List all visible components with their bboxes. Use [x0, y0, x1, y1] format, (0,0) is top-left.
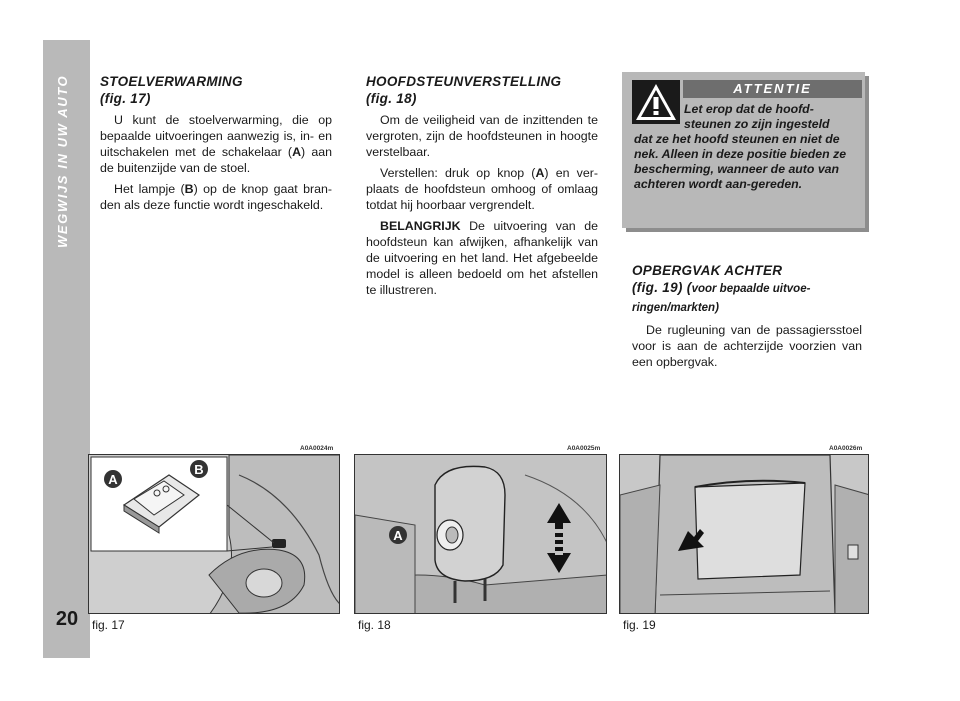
chapter-title: WEGWIJS IN UW AUTO	[55, 75, 70, 249]
figure-code: A0A0025m	[567, 445, 601, 452]
figure-caption: fig. 19	[623, 618, 656, 632]
section-title: HOOFDSTEUNVERSTELLING (fig. 18)	[366, 74, 562, 106]
figure-code: A0A0024m	[300, 445, 334, 452]
paragraph: Om de veiligheid van de inzittenden te vergroten, zijn de hoofdsteunen in hoogte verstelbaar.	[366, 113, 598, 159]
figure-seat-heating	[88, 454, 340, 614]
figure-caption: fig. 17	[92, 618, 125, 632]
figure-label: A	[108, 472, 118, 487]
warning-heading: ATTENTIE	[683, 80, 862, 98]
section-title: OPBERGVAK ACHTER (fig. 19) (voor bepaalde uitvoe-ringen/markten)	[632, 263, 811, 314]
section-storage	[632, 262, 862, 370]
paragraph: De rugleuning van de passagiersstoel voor is aan de achterzijde voorzien van een opbergvak.	[632, 323, 862, 369]
paragraph: Het lampje (B) op de knop gaat bran-den als deze functie wordt ingeschakeld.	[100, 182, 332, 212]
section-title: STOELVERWARMING (fig. 17)	[100, 74, 243, 106]
warning-text: Let erop dat de hoofd- steunen zo zijn ingesteld dat ze het hoofd steunen en niet de nek. Alleen in deze positie bieden ze bescherming, wanneer de auto van achteren wordt aan-gereden.	[634, 102, 847, 191]
paragraph: BELANGRIJK De uitvoering van de hoofdsteun kan afwijken, afhankelijk van de uitvoering en het land. Het afgebeelde model is alleen bedoeld om het afstellen te illustreren.	[366, 219, 598, 297]
figure-label: A	[393, 528, 403, 543]
figure-label: B	[194, 462, 204, 477]
figure-headrest	[354, 454, 607, 614]
figure-caption: fig. 18	[358, 618, 391, 632]
paragraph: U kunt de stoelverwarming, die op bepaalde uitvoeringen aanwezig is, in- en uitschakelen met de schakelaar (A) aan de buitenzijde van de stoel.	[100, 113, 332, 175]
figure-storage	[619, 454, 869, 614]
page-number: 20	[55, 608, 79, 630]
section-seat-heating	[100, 73, 332, 213]
figure-code: A0A0026m	[829, 445, 863, 452]
paragraph: Verstellen: druk op knop (A) en ver-plaats de hoofdsteun omhoog of omlaag totdat hij hoorbaar vergrendelt.	[366, 166, 598, 212]
section-headrest	[366, 73, 598, 298]
